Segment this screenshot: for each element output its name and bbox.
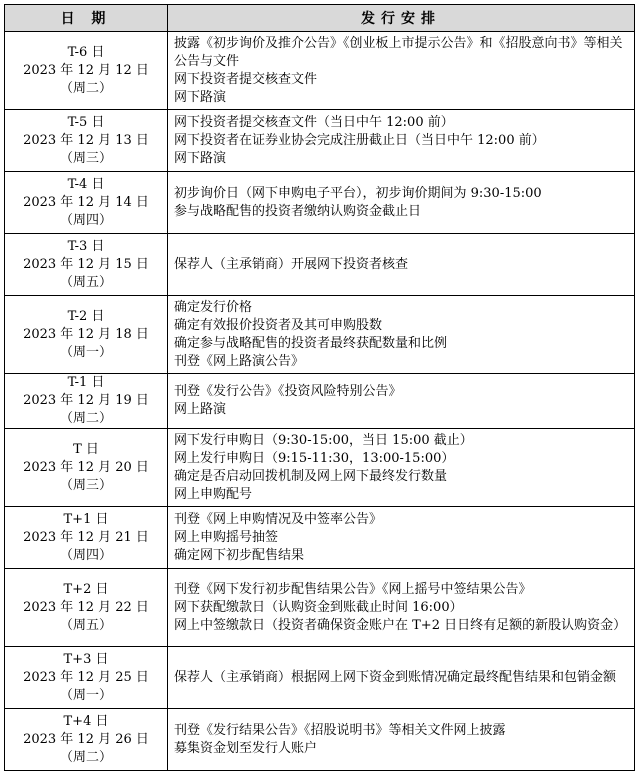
schedule-item: 确定参与战略配售的投资者最终获配数量和比例 [174, 335, 448, 351]
date-weekday: （周三） [59, 477, 112, 493]
schedule-item: 网下发行申购日（9:30-15:00，当日 15:00 截止） [174, 432, 473, 448]
date-day: T-2 日 [67, 308, 105, 324]
schedule-cell [168, 709, 635, 771]
schedule-item: 网下路演 [174, 150, 227, 166]
schedule-cell [168, 569, 635, 647]
schedule-item: 刊登《网上路演公告》 [174, 353, 305, 369]
table-row [5, 110, 635, 172]
schedule-item: 网下获配缴款日（认购资金到账截止时间 16:00） [174, 599, 463, 615]
date-weekday: （周四） [59, 547, 112, 563]
schedule-item: 确定网下初步配售结果 [174, 547, 305, 563]
table-row [5, 507, 635, 569]
schedule-item: 网上中签缴款日（投资者确保资金账户在 T+2 日日终有足额的新股认购资金） [174, 617, 627, 633]
table-row [5, 709, 635, 771]
date-cell [5, 709, 168, 771]
date-weekday: （周二） [59, 411, 112, 426]
schedule-item: 初步询价日（网下申购电子平台），初步询价期间为 9:30-15:00 [174, 185, 542, 201]
schedule-cell [168, 374, 635, 429]
schedule-item: 刊登《网上申购情况及中签率公告》 [174, 511, 383, 527]
date-day: T-3 日 [67, 238, 105, 254]
table-row [5, 234, 635, 296]
schedule-cell [168, 429, 635, 507]
schedule-item: 网下投资者在证券业协会完成注册截止日（当日中午 12:00 前） [174, 132, 545, 148]
issuance-schedule-table [4, 4, 635, 771]
date-weekday: （周二） [59, 749, 112, 765]
date-day: T-5 日 [67, 114, 105, 130]
date-day: T-1 日 [67, 375, 105, 390]
date-date: 2023 年 12 月 21 日 [23, 529, 149, 545]
date-day: T+1 日 [63, 511, 109, 527]
schedule-item: 网上发行申购日（9:15-11:30，13:00-15:00） [174, 450, 455, 466]
schedule-cell [168, 234, 635, 296]
date-cell [5, 569, 168, 647]
table-row [5, 429, 635, 507]
date-day: T+2 日 [63, 581, 109, 597]
schedule-cell [168, 110, 635, 172]
date-weekday: （周一） [59, 344, 112, 360]
header-schedule: 发行安排 [168, 5, 635, 32]
date-date: 2023 年 12 月 15 日 [23, 256, 149, 272]
schedule-item: 刊登《发行结果公告》《招股说明书》等相关文件网上披露 [174, 722, 506, 738]
schedule-cell [168, 32, 635, 110]
header-date: 日 期 [5, 5, 168, 32]
schedule-item: 确定发行价格 [174, 299, 253, 315]
date-cell [5, 374, 168, 429]
date-cell [5, 296, 168, 374]
schedule-item: 网上路演 [174, 402, 227, 417]
schedule-cell [168, 507, 635, 569]
date-day: T+4 日 [63, 713, 109, 729]
date-day: T 日 [73, 441, 99, 457]
schedule-item: 募集资金划至发行人账户 [174, 740, 318, 756]
date-weekday: （周四） [59, 212, 112, 228]
date-weekday: （周二） [59, 80, 112, 96]
date-date: 2023 年 12 月 13 日 [23, 132, 149, 148]
table-header-row [5, 5, 635, 32]
date-cell [5, 647, 168, 709]
date-cell [5, 507, 168, 569]
date-cell [5, 234, 168, 296]
schedule-cell [168, 647, 635, 709]
schedule-item: 网上申购配号 [174, 486, 253, 502]
date-date: 2023 年 12 月 20 日 [23, 459, 149, 475]
date-date: 2023 年 12 月 19 日 [23, 393, 149, 408]
date-day: T-4 日 [67, 176, 105, 192]
date-date: 2023 年 12 月 12 日 [23, 62, 149, 78]
date-day: T+3 日 [63, 651, 109, 667]
date-cell [5, 110, 168, 172]
date-cell [5, 172, 168, 234]
schedule-item: 参与战略配售的投资者缴纳认购资金截止日 [174, 203, 422, 219]
date-cell [5, 429, 168, 507]
table-row [5, 374, 635, 429]
schedule-item: 网上申购摇号抽签 [174, 529, 279, 545]
date-weekday: （周一） [59, 687, 112, 703]
date-day: T-6 日 [67, 44, 105, 60]
schedule-item: 确定有效报价投资者及其可申购股数 [174, 317, 383, 333]
date-cell [5, 32, 168, 110]
schedule-item: 网下投资者提交核查文件（当日中午 12:00 前） [174, 114, 454, 130]
table-row [5, 32, 635, 110]
date-date: 2023 年 12 月 14 日 [23, 194, 149, 210]
date-weekday: （周五） [59, 617, 112, 633]
table-row [5, 647, 635, 709]
date-date: 2023 年 12 月 26 日 [23, 731, 149, 747]
table-row [5, 172, 635, 234]
schedule-item: 保荐人（主承销商）根据网上网下资金到账情况确定最终配售结果和包销金额 [174, 669, 617, 685]
schedule-item: 披露《初步询价及推介公告》《创业板上市提示公告》和《招股意向书》等相关公告与文件 [174, 35, 623, 69]
schedule-item: 保荐人（主承销商）开展网下投资者核查 [174, 256, 409, 272]
table-row [5, 569, 635, 647]
schedule-item: 确定是否启动回拨机制及网上网下最终发行数量 [174, 468, 448, 484]
schedule-item: 网下投资者提交核查文件 [174, 71, 318, 87]
date-weekday: （周五） [59, 274, 112, 290]
date-date: 2023 年 12 月 22 日 [23, 599, 149, 615]
schedule-body [5, 32, 635, 771]
schedule-item: 网下路演 [174, 89, 227, 105]
date-date: 2023 年 12 月 25 日 [23, 669, 149, 685]
date-weekday: （周三） [59, 150, 112, 166]
schedule-cell [168, 172, 635, 234]
schedule-cell [168, 296, 635, 374]
date-date: 2023 年 12 月 18 日 [23, 326, 149, 342]
schedule-item: 刊登《发行公告》《投资风险特别公告》 [174, 384, 402, 399]
table-row [5, 296, 635, 374]
schedule-item: 刊登《网下发行初步配售结果公告》《网上摇号中签结果公告》 [174, 581, 532, 597]
